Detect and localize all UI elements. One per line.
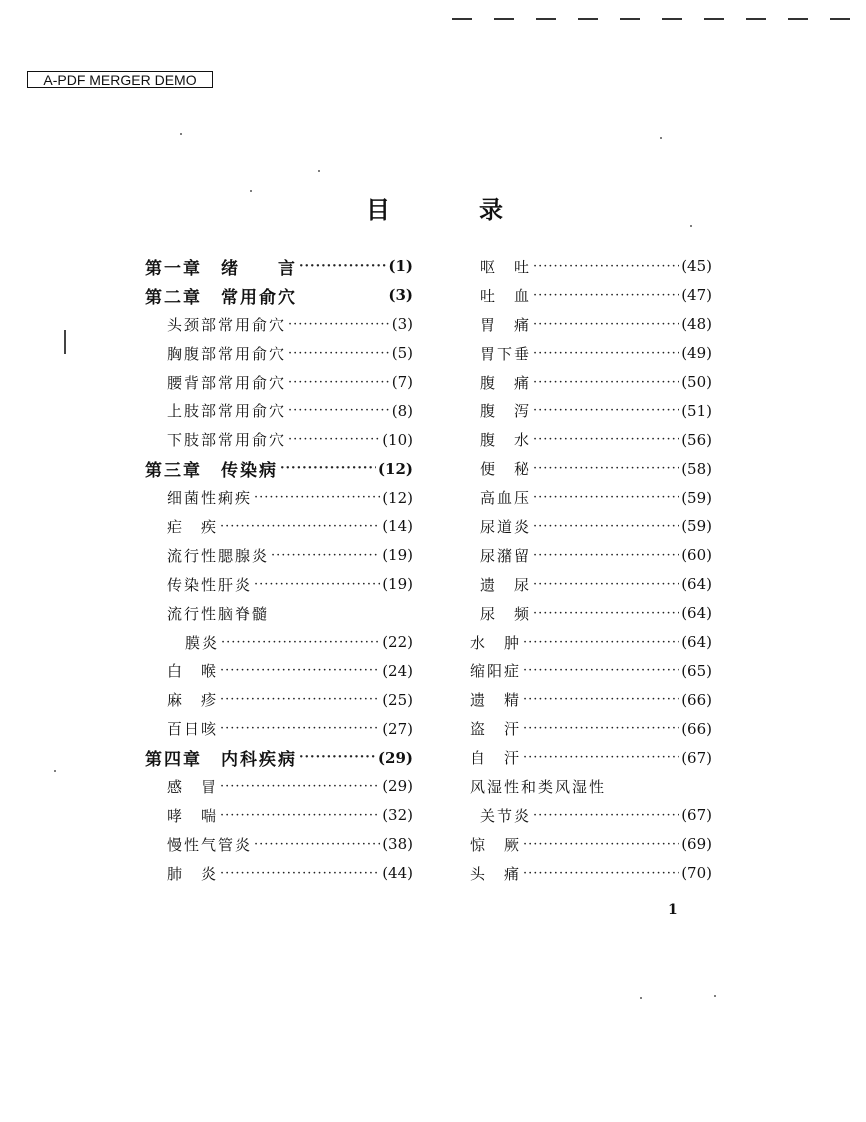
scan-speck [54, 770, 56, 772]
dot-leader [523, 692, 679, 707]
toc-entry-label: 流行性腮腺炎 [167, 546, 270, 565]
watermark-label: A-PDF MERGER DEMO [27, 71, 213, 88]
dot-leader [220, 721, 380, 736]
toc-entry-label: 第一章 绪 言 [145, 258, 297, 279]
toc-entry-label: 遗 尿 [480, 575, 532, 594]
toc-entry-page: (10) [382, 430, 413, 449]
toc-entry-page: (5) [391, 344, 413, 363]
toc-entry [145, 252, 413, 281]
toc-entry [470, 714, 712, 743]
toc-entry-page: (65) [681, 661, 712, 680]
scan-speck [250, 190, 252, 192]
toc-entry-label: 风湿性和类风湿性 [470, 777, 607, 796]
toc-entry [145, 714, 413, 743]
toc-entry-label: 呕 吐 [480, 257, 532, 276]
toc-entry [470, 685, 712, 714]
toc-entry [145, 310, 413, 339]
toc-entry-label: 吐 血 [480, 286, 532, 305]
toc-entry-page: (14) [382, 517, 413, 536]
dot-leader [220, 779, 380, 794]
toc-entry-label: 第四章 内科疾病 [145, 750, 297, 771]
toc-entry-page: (45) [681, 257, 712, 276]
dot-leader [533, 808, 679, 823]
toc-entry-label: 缩阳症 [470, 662, 522, 681]
dot-leader [523, 721, 679, 736]
dot-leader [533, 259, 679, 274]
toc-entry-label: 麻 疹 [167, 691, 219, 710]
toc-entry [470, 483, 712, 512]
dot-leader [533, 461, 679, 476]
toc-entry-label: 水 肿 [470, 633, 522, 652]
dot-leader [533, 548, 679, 563]
toc-entry-label: 腹 水 [480, 431, 532, 450]
margin-binding-mark [64, 330, 66, 354]
toc-entry-label: 腹 泻 [480, 402, 532, 421]
toc-entry-page: (12) [382, 488, 413, 507]
toc-entry-page: (8) [391, 401, 413, 420]
toc-entry [145, 656, 413, 685]
toc-entry-page: (19) [382, 546, 413, 565]
toc-entry-page: (38) [382, 835, 413, 854]
dot-leader [533, 375, 679, 390]
toc-entry-page: (50) [681, 373, 712, 391]
dot-leader [533, 288, 679, 303]
toc-entry-page: (7) [391, 373, 413, 391]
toc-entry-label: 头颈部常用俞穴 [167, 315, 287, 334]
scan-speck [660, 137, 662, 139]
toc-entry-label: 上肢部常用俞穴 [167, 402, 287, 421]
dot-leader [221, 635, 380, 650]
toc-entry [145, 743, 413, 772]
toc-entry-label: 感 冒 [167, 777, 219, 796]
toc-entry-page: (44) [382, 864, 413, 883]
dot-leader [299, 259, 386, 274]
toc-entry-label: 膜炎 [185, 633, 220, 652]
toc-entry-label: 疟 疾 [167, 517, 219, 536]
scan-speck [180, 133, 182, 135]
toc-entry-page: (12) [377, 459, 413, 478]
dot-leader [523, 866, 679, 881]
toc-entry-page: (67) [681, 748, 712, 767]
dot-leader [254, 837, 380, 852]
scan-speck [318, 170, 320, 172]
toc-entry-label: 胃 痛 [480, 315, 532, 334]
toc-entry-page: (69) [681, 835, 712, 854]
dot-leader [533, 577, 679, 592]
dot-leader [288, 432, 380, 447]
page-title-right: 录 [479, 196, 503, 224]
toc-entry [470, 454, 712, 483]
toc-entry-page: (66) [681, 690, 712, 709]
toc-entry-label: 盗 汗 [470, 720, 522, 739]
toc-entry [470, 425, 712, 454]
toc-entry [145, 772, 413, 801]
toc-entry-page: (25) [382, 690, 413, 709]
toc-entry [470, 772, 712, 801]
toc-entry-page: (1) [388, 257, 413, 276]
toc-entry-label: 尿道炎 [480, 517, 532, 536]
page-title-left: 目 [366, 196, 390, 224]
toc-entry [470, 859, 712, 888]
toc-entry-page: (27) [382, 719, 413, 738]
toc-entry-label: 自 汗 [470, 749, 522, 768]
toc-entry [145, 396, 413, 425]
toc-entry-label: 肺 炎 [167, 864, 219, 883]
toc-entry [470, 570, 712, 599]
toc-entry-label: 惊 厥 [470, 835, 522, 854]
toc-entry [470, 743, 712, 772]
toc-entry-label: 关节炎 [480, 806, 532, 825]
toc-entry-page: (66) [681, 719, 712, 738]
toc-entry-page: (47) [681, 286, 712, 305]
toc-entry-page: (48) [681, 315, 712, 334]
toc-entry-label: 百日咳 [167, 720, 219, 739]
toc-entry [145, 281, 413, 310]
toc-entry-label: 白 喉 [167, 662, 219, 681]
toc-entry-page: (60) [681, 546, 712, 565]
toc-entry-page: (70) [681, 864, 712, 883]
toc-entry [145, 599, 413, 628]
toc-column-right [470, 252, 712, 888]
toc-entry-label: 流行性脑脊髓 [167, 604, 270, 623]
dot-leader [288, 375, 390, 390]
toc-entry [145, 425, 413, 454]
toc-entry [470, 310, 712, 339]
toc-entry-page: (22) [382, 633, 413, 652]
toc-entry [145, 454, 413, 483]
top-dash-rule [452, 18, 850, 20]
toc-entry [470, 656, 712, 685]
toc-entry [145, 541, 413, 570]
dot-leader [254, 490, 380, 505]
toc-entry-page: (29) [377, 748, 413, 767]
toc-entry [145, 859, 413, 888]
toc-entry [145, 512, 413, 541]
toc-entry-page: (29) [382, 777, 413, 796]
scan-speck [640, 997, 642, 999]
toc-entry [470, 368, 712, 397]
dot-leader [523, 663, 679, 678]
toc-entry-page: (64) [681, 633, 712, 652]
toc-entry [470, 281, 712, 310]
toc-entry [470, 252, 712, 281]
toc-entry [470, 599, 712, 628]
dot-leader [533, 606, 679, 621]
dot-leader [533, 403, 679, 418]
page-mark: 1 [668, 902, 678, 918]
dot-leader [288, 317, 390, 332]
toc-entry-page: (67) [681, 806, 712, 825]
dot-leader [533, 432, 679, 447]
toc-entry [145, 830, 413, 859]
toc-entry-label: 腹 痛 [480, 373, 532, 392]
toc-entry-page: (19) [382, 575, 413, 594]
toc-entry [470, 628, 712, 657]
toc-entry [145, 570, 413, 599]
dot-leader [271, 548, 380, 563]
toc-entry-page: (3) [391, 315, 413, 334]
toc-entry-label: 腰背部常用俞穴 [167, 373, 287, 392]
scan-speck [714, 995, 716, 997]
toc-entry-page: (58) [681, 459, 712, 478]
toc-entry-page: (64) [681, 604, 712, 623]
dot-leader [533, 346, 679, 361]
toc-entry-label: 下肢部常用俞穴 [167, 431, 287, 450]
toc-entry [470, 339, 712, 368]
toc-entry-page: (24) [382, 661, 413, 680]
toc-entry [145, 628, 413, 657]
toc-entry-label: 胃下垂 [480, 344, 532, 363]
toc-entry-page: (51) [681, 401, 712, 420]
toc-entry-page: (59) [681, 488, 712, 507]
dot-leader [523, 635, 679, 650]
toc-entry-label: 细菌性痢疾 [167, 489, 253, 508]
toc-entry-page: (32) [382, 806, 413, 825]
toc-entry [145, 685, 413, 714]
toc-entry-page: (3) [388, 286, 413, 305]
toc-column-left [145, 252, 413, 888]
toc-entry [145, 339, 413, 368]
toc-entry-label: 头 痛 [470, 864, 522, 883]
toc-entry-label: 第三章 传染病 [145, 461, 278, 482]
dot-leader [220, 808, 380, 823]
toc-entry-label: 尿 频 [480, 604, 532, 623]
dot-leader [220, 866, 380, 881]
toc-entry-page: (64) [681, 575, 712, 594]
toc-entry [470, 541, 712, 570]
toc-entry-label: 尿潴留 [480, 546, 532, 565]
toc-entry-page: (59) [681, 517, 712, 536]
toc-entry-label: 遗 精 [470, 691, 522, 710]
dot-leader [523, 750, 679, 765]
toc-entry-label: 高血压 [480, 489, 532, 508]
toc-entry [145, 801, 413, 830]
dot-leader [533, 519, 679, 534]
toc-entry-label: 哮 喘 [167, 806, 219, 825]
toc-entry-label: 第二章 常用俞穴 [145, 287, 297, 308]
toc-entry [470, 830, 712, 859]
dot-leader [220, 519, 380, 534]
toc-entry-label: 慢性气管炎 [167, 835, 253, 854]
toc-entry-page: (56) [681, 430, 712, 449]
dot-leader [533, 317, 679, 332]
toc-entry [145, 483, 413, 512]
dot-leader [288, 346, 390, 361]
scan-speck [690, 225, 692, 227]
dot-leader [288, 403, 390, 418]
toc-entry-label: 便 秘 [480, 460, 532, 479]
toc-entry [470, 801, 712, 830]
dot-leader [533, 490, 679, 505]
dot-leader [254, 577, 380, 592]
toc-entry [470, 396, 712, 425]
dot-leader [299, 750, 376, 765]
dot-leader [220, 692, 380, 707]
toc-entry [145, 368, 413, 397]
dot-leader [280, 461, 376, 476]
dot-leader [523, 837, 679, 852]
toc-entry-label: 传染性肝炎 [167, 575, 253, 594]
toc-entry-page: (49) [681, 344, 712, 363]
toc-entry [470, 512, 712, 541]
dot-leader [220, 663, 380, 678]
toc-entry-label: 胸腹部常用俞穴 [167, 344, 287, 363]
